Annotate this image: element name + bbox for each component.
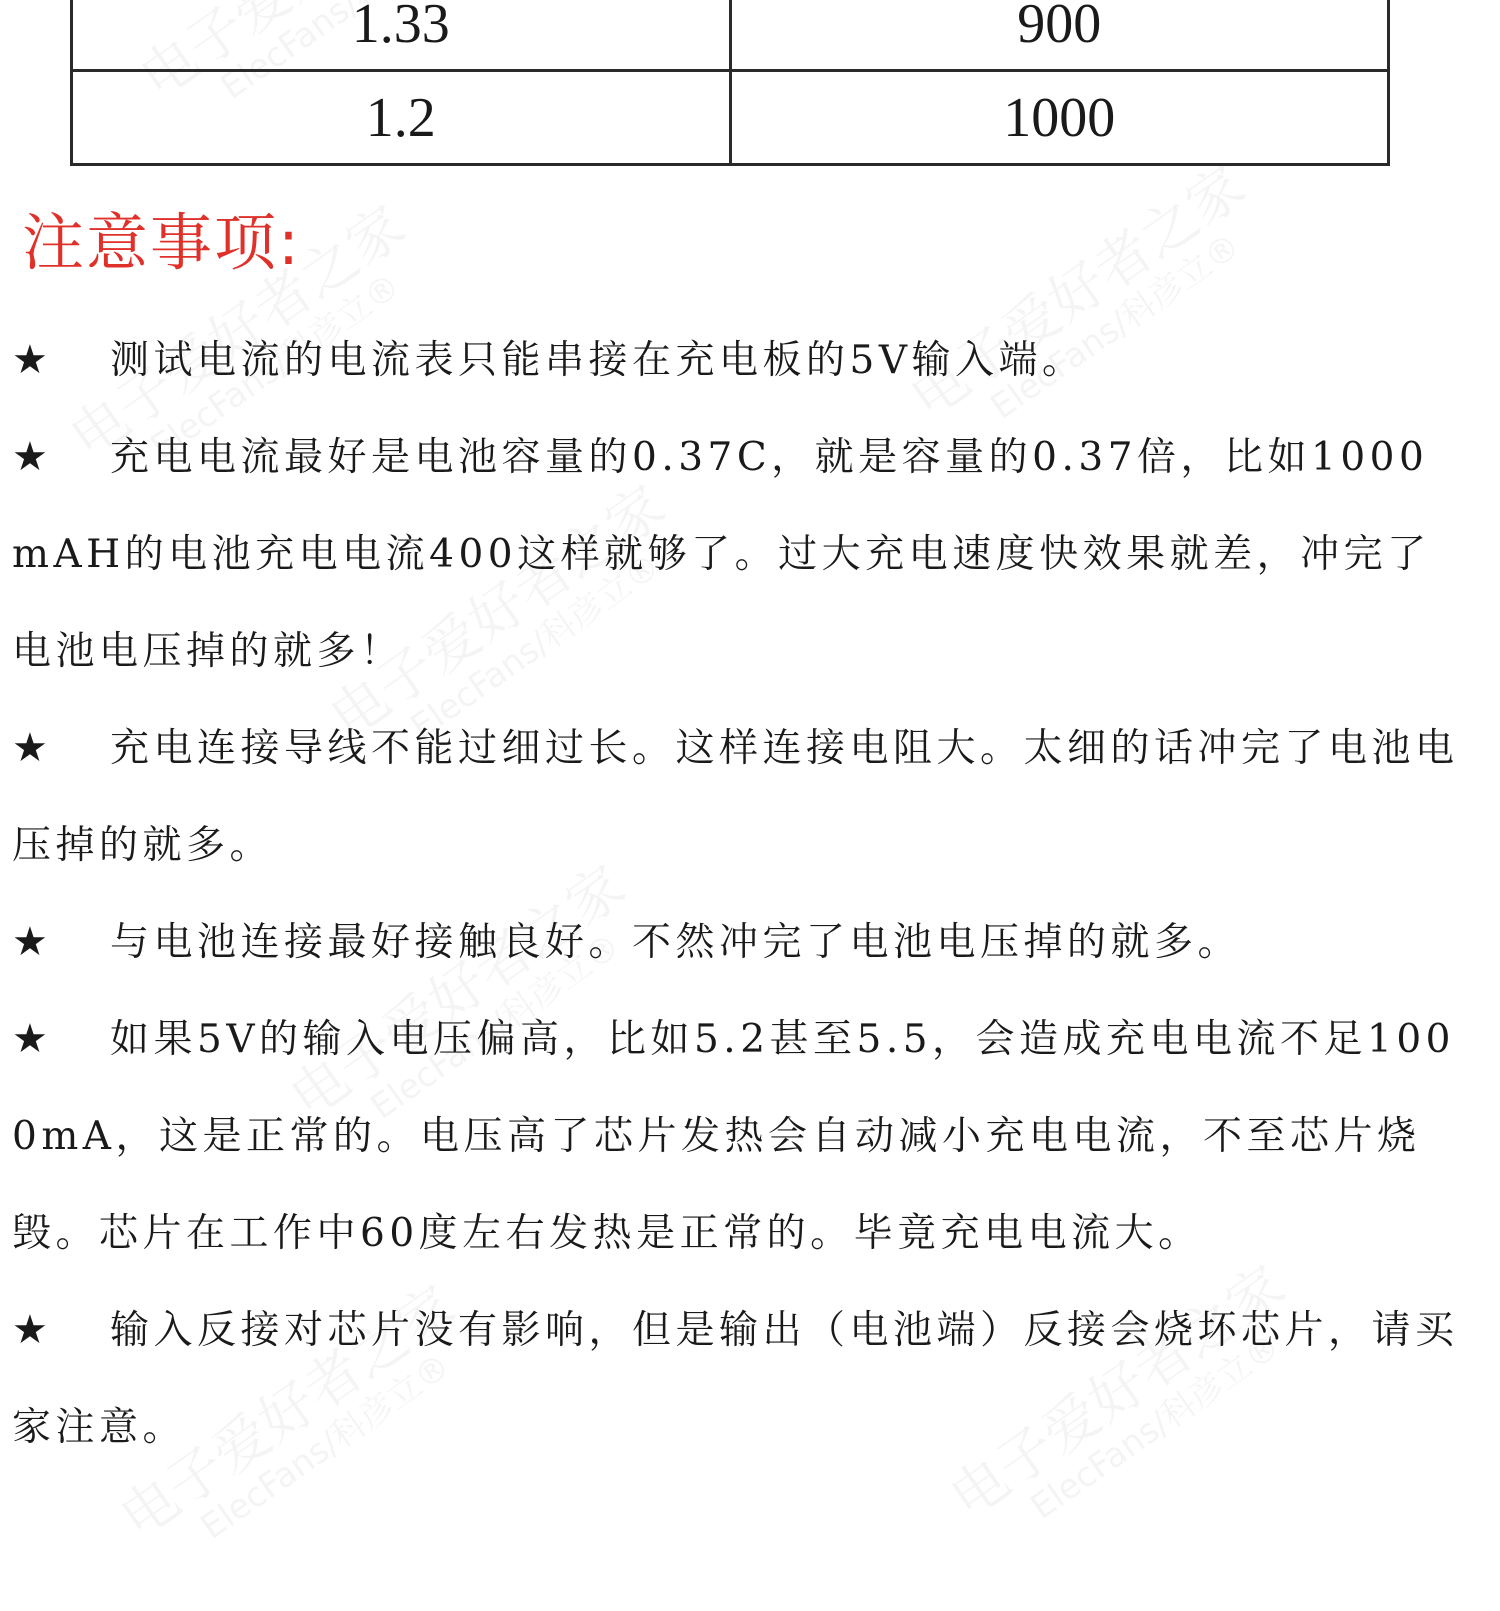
list-item: [12, 700, 1462, 894]
list-item: [12, 894, 1462, 991]
list-item: [12, 409, 1462, 700]
star-icon: ★: [12, 434, 48, 480]
table-cell: 1.33: [72, 0, 731, 71]
star-icon: ★: [12, 1307, 48, 1353]
note-text: 输入反接对芯片没有影响，但是输出（电池端）反接会烧坏芯片，请买家注意。: [12, 1308, 1459, 1450]
star-icon: ★: [12, 919, 48, 965]
star-icon: ★: [12, 725, 48, 771]
list-item: [12, 991, 1462, 1282]
voltage-current-table: [70, 0, 1390, 166]
star-icon: ★: [12, 337, 48, 383]
table-cell: 1.2: [72, 71, 731, 165]
notes-heading: 注意事项:: [22, 206, 301, 279]
table-cell: 1000: [730, 71, 1389, 165]
table-row: [72, 0, 1389, 71]
note-text: 与电池连接最好接触良好。不然冲完了电池电压掉的就多。: [110, 920, 1242, 965]
table-row: [72, 71, 1389, 165]
star-icon: ★: [12, 1016, 48, 1062]
note-text: 如果5V的输入电压偏高，比如5.2甚至5.5，会造成充电电流不足1000mA，这是正常的。电压高了芯片发热会自动减小充电电流，不至芯片烧毁。芯片在工作中60度左右发热是正常的。毕竟充电电流大。: [12, 1017, 1455, 1256]
notes-list: [12, 312, 1462, 1476]
note-text: 充电电流最好是电池容量的0.37C，就是容量的0.37倍，比如1000mAH的电池充电电流400这样就够了。过大充电速度快效果就差，冲完了电池电压掉的就多！: [12, 435, 1431, 674]
table-cell: 900: [730, 0, 1389, 71]
list-item: [12, 312, 1462, 409]
note-text: 测试电流的电流表只能串接在充电板的5V输入端。: [110, 338, 1086, 383]
note-text: 充电连接导线不能过细过长。这样连接电阻大。太细的话冲完了电池电压掉的就多。: [12, 726, 1459, 868]
list-item: [12, 1282, 1462, 1476]
